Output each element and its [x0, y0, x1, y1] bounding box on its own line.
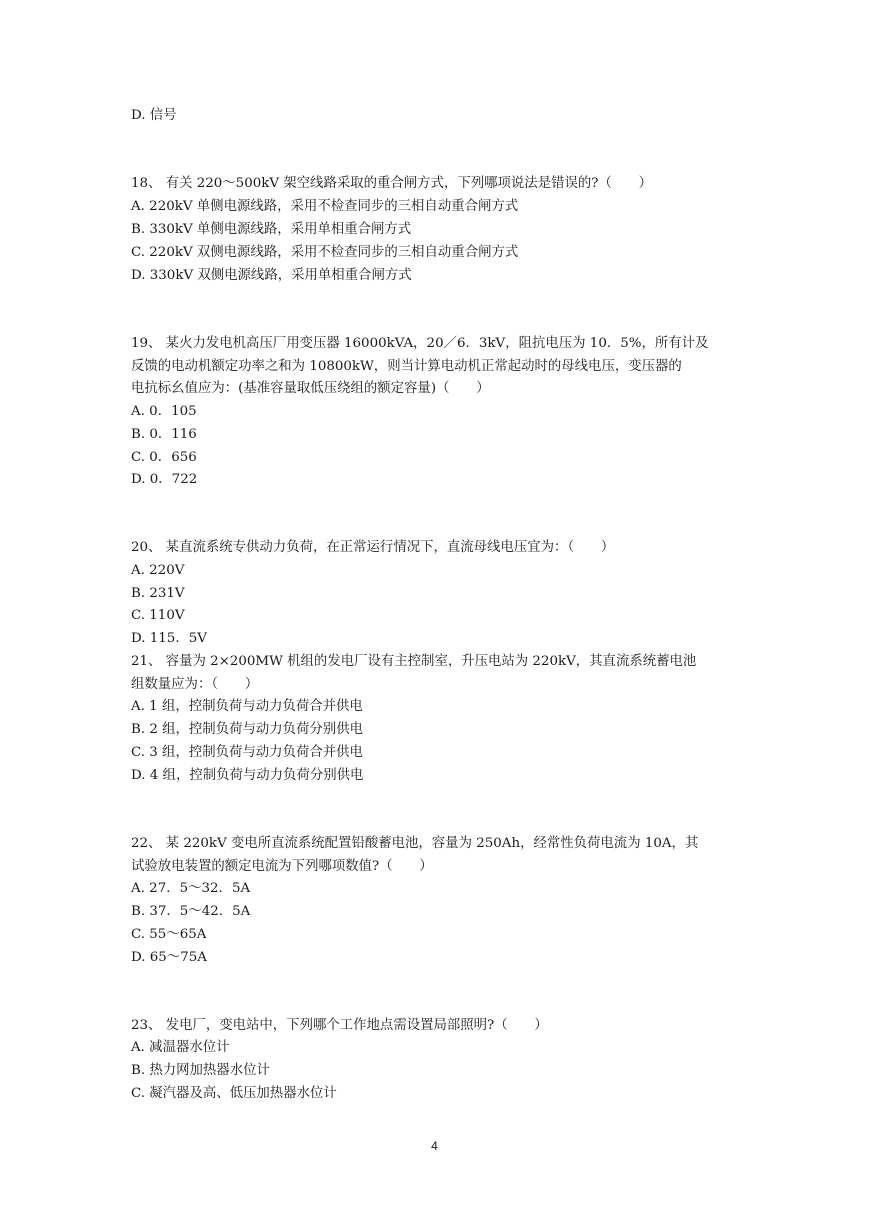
q19-stem-line-3: 电抗标幺值应为：(基准容量取低压绕组的额定容量)（ ）	[131, 381, 490, 396]
page-number: 4	[431, 1139, 438, 1153]
q19-option-c: C. 0．656	[131, 450, 197, 465]
q19-option-d: D. 0．722	[131, 472, 198, 487]
q17-option-d: D. 信号	[131, 108, 177, 123]
q20-option-d: D. 115．5V	[131, 631, 207, 646]
q22-option-b: B. 37．5～42．5A	[131, 904, 251, 919]
q18-option-d: D. 330kV 双侧电源线路，采用单相重合闸方式	[131, 268, 412, 283]
q21-stem-line-2: 组数量应为：（ ）	[131, 677, 259, 692]
q20-option-a: A. 220V	[131, 563, 185, 578]
q20-stem: 20、 某直流系统专供动力负荷，在正常运行情况下，直流母线电压宜为：（ ）	[131, 540, 615, 555]
q22-option-a: A. 27．5～32．5A	[131, 881, 251, 896]
q23-option-b: B. 热力网加热器水位计	[131, 1063, 270, 1078]
q23-option-c: C. 凝汽器及高、低压加热器水位计	[131, 1086, 337, 1101]
q19-option-b: B. 0．116	[131, 427, 197, 442]
q18-option-a: A. 220kV 单侧电源线路，采用不检查同步的三相自动重合闸方式	[131, 199, 519, 214]
q22-stem-line-2: 试验放电装置的额定电流为下列哪项数值?（ ）	[131, 859, 433, 874]
q18-stem: 18、 有关 220～500kV 架空线路采取的重合闸方式，下列哪项说法是错误的?（ ）	[131, 176, 652, 191]
q19-option-a: A. 0．105	[131, 404, 197, 419]
q18-option-b: B. 330kV 单侧电源线路，采用单相重合闸方式	[131, 222, 412, 237]
q22-option-c: C. 55～65A	[131, 927, 207, 942]
q21-option-b: B. 2 组，控制负荷与动力负荷分别供电	[131, 722, 363, 737]
q19-stem-line-2: 反馈的电动机额定功率之和为 10800kW，则当计算电动机正常起动时的母线电压，变压器的	[131, 359, 682, 374]
q23-stem: 23、 发电厂，变电站中，下列哪个工作地点需设置局部照明?（ ）	[131, 1018, 548, 1033]
q21-option-a: A. 1 组，控制负荷与动力负荷合并供电	[131, 699, 363, 714]
q20-option-c: C. 110V	[131, 608, 185, 623]
q21-option-d: D. 4 组，控制负荷与动力负荷分别供电	[131, 768, 364, 783]
q22-option-d: D. 65～75A	[131, 950, 207, 965]
q23-option-a: A. 减温器水位计	[131, 1040, 230, 1055]
q21-stem-line-1: 21、 容量为 2×200MW 机组的发电厂设有主控制室，升压电站为 220kV，其直流系统蓄电池	[131, 654, 697, 669]
q18-option-c: C. 220kV 双侧电源线路，采用不检查同步的三相自动重合闸方式	[131, 245, 519, 260]
q21-option-c: C. 3 组，控制负荷与动力负荷合并供电	[131, 745, 363, 760]
q22-stem-line-1: 22、 某 220kV 变电所直流系统配置铅酸蓄电池，容量为 250Ah，经常性负荷电流为 10A，其	[131, 836, 699, 851]
q20-option-b: B. 231V	[131, 586, 185, 601]
q19-stem-line-1: 19、 某火力发电机高压厂用变压器 16000kVA，20／6．3kV，阻抗电压为 10．5%，所有计及	[131, 336, 709, 351]
